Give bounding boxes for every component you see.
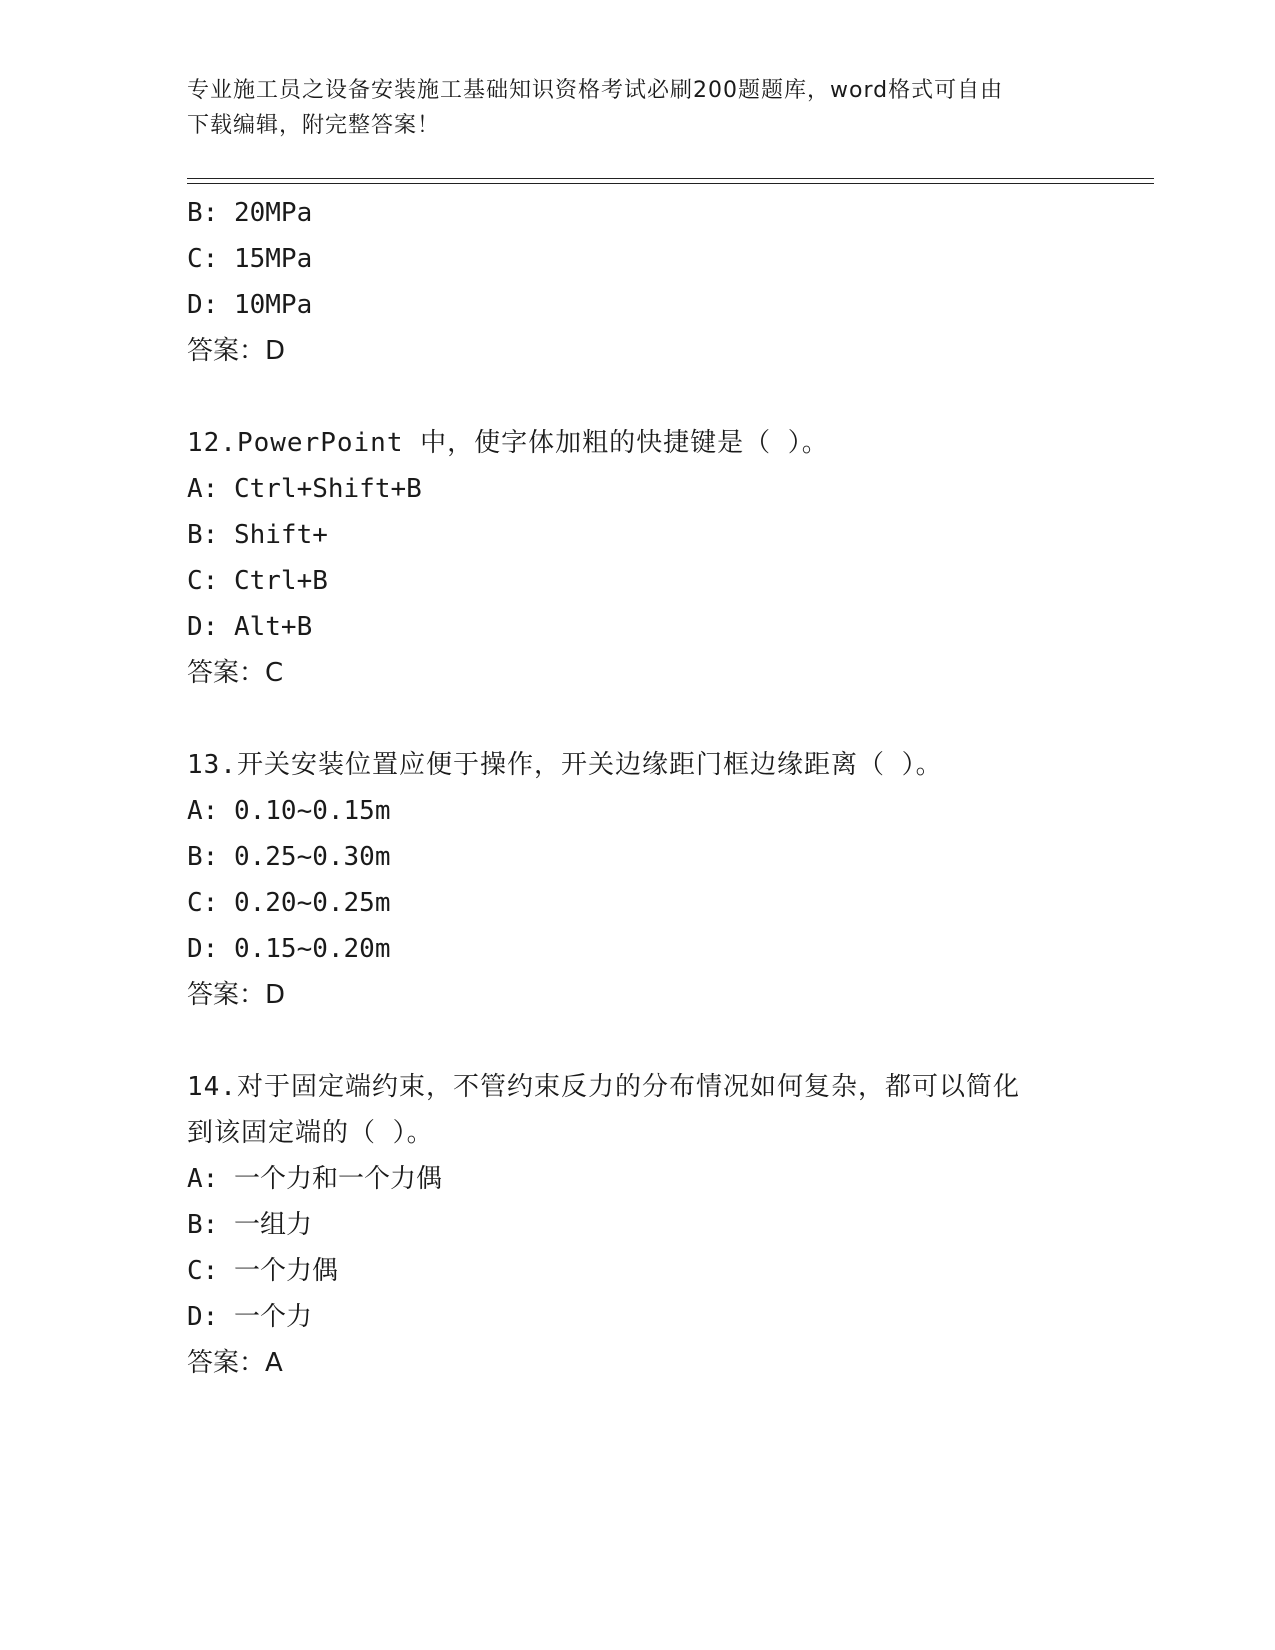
question-12 [187, 420, 1107, 696]
option-a: A: Ctrl+Shift+B [187, 474, 422, 504]
question-title-line-2: 到该固定端的（ ）。 [187, 1118, 434, 1148]
question-11-continued [187, 190, 1107, 374]
question-title-line-1: 14.对于固定端约束，不管约束反力的分布情况如何复杂，都可以简化 [187, 1072, 1020, 1102]
question-title: 12.PowerPoint 中，使字体加粗的快捷键是（ ）。 [187, 428, 829, 458]
option-c: C: 一个力偶 [187, 1256, 338, 1286]
answer-line: 答案：C [187, 658, 284, 688]
header-divider-top [187, 178, 1154, 179]
option-c: C: Ctrl+B [187, 566, 328, 596]
option-d: D: Alt+B [187, 612, 313, 642]
document-header [187, 73, 1087, 143]
answer-line: 答案：A [187, 1348, 283, 1378]
option-a: A: 0.10~0.15m [187, 796, 391, 826]
answer-line: 答案：D [187, 980, 286, 1010]
option-d: D: 10MPa [187, 290, 313, 320]
option-d: D: 一个力 [187, 1302, 312, 1332]
option-b: B: 一组力 [187, 1210, 312, 1240]
question-list [187, 190, 1107, 1386]
option-b: B: 20MPa [187, 198, 313, 228]
question-title: 13.开关安装位置应便于操作，开关边缘距门框边缘距离（ ）。 [187, 750, 943, 780]
header-line-2: 下载编辑，附完整答案！ [187, 113, 441, 138]
question-13 [187, 742, 1107, 1018]
option-b: B: 0.25~0.30m [187, 842, 391, 872]
option-d: D: 0.15~0.20m [187, 934, 391, 964]
option-c: C: 0.20~0.25m [187, 888, 391, 918]
option-b: B: Shift+ [187, 520, 328, 550]
header-divider-bottom [187, 183, 1154, 184]
header-line-1: 专业施工员之设备安装施工基础知识资格考试必刷200题题库，word格式可自由 [187, 78, 1004, 103]
option-a: A: 一个力和一个力偶 [187, 1164, 442, 1194]
option-c: C: 15MPa [187, 244, 313, 274]
answer-line: 答案：D [187, 336, 286, 366]
question-14 [187, 1064, 1107, 1386]
